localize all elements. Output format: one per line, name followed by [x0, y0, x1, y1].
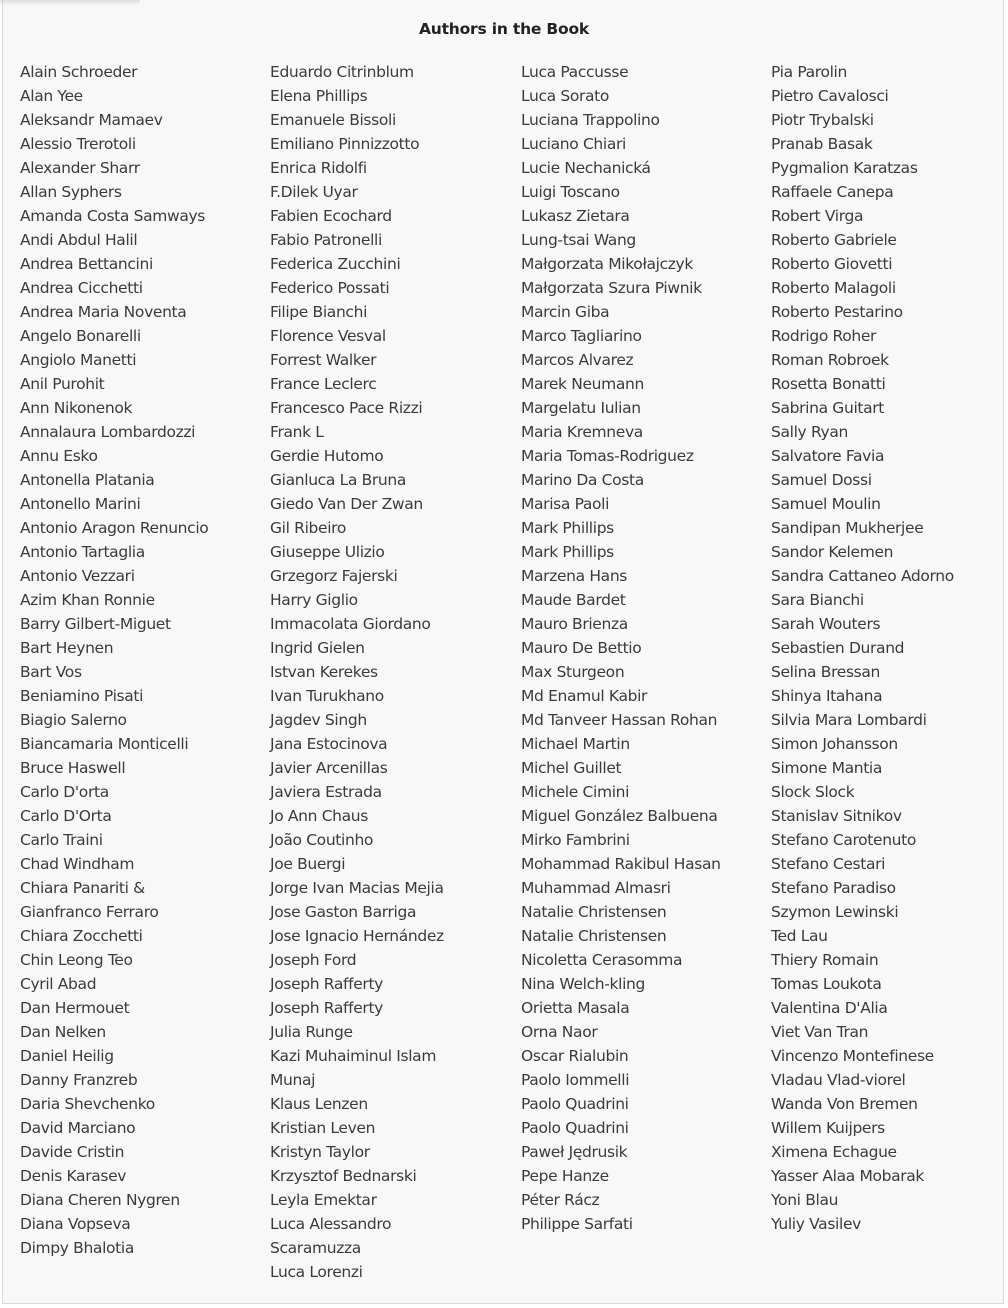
author-name: Elena Phillips [270, 87, 368, 105]
author-name: Luciana Trappolino [521, 111, 660, 129]
author-name: Andi Abdul Halil [20, 231, 138, 249]
author-name: Bruce Haswell [20, 759, 126, 777]
author-name: Fabien Ecochard [270, 207, 392, 225]
author-name: Andrea Bettancini [20, 255, 153, 273]
author-name: Ximena Echague [771, 1143, 897, 1161]
author-name: Gianfranco Ferraro [20, 903, 159, 921]
author-name: Grzegorz Fajerski [270, 567, 398, 585]
author-name: Pia Parolin [771, 63, 847, 81]
author-name: Denis Karasev [20, 1167, 127, 1185]
author-name: Roberto Malagoli [771, 279, 896, 297]
author-column-1 [20, 60, 265, 1260]
author-name: Danny Franzreb [20, 1071, 138, 1089]
author-name: Dan Hermouet [20, 999, 130, 1017]
author-name: Chiara Panariti & [20, 879, 145, 897]
author-name: Daria Shevchenko [20, 1095, 155, 1113]
author-name: Azim Khan Ronnie [20, 591, 155, 609]
author-name: Salvatore Favia [771, 447, 885, 465]
author-name: Roberto Pestarino [771, 303, 903, 321]
author-name: Rosetta Bonatti [771, 375, 886, 393]
author-name: Forrest Walker [270, 351, 377, 369]
author-name: Ingrid Gielen [270, 639, 365, 657]
author-name: Luca Sorato [521, 87, 610, 105]
author-name: Simon Johansson [771, 735, 898, 753]
authors-columns [20, 60, 1000, 1290]
author-name: Chad Windham [20, 855, 135, 873]
author-name: Antonella Platania [20, 471, 155, 489]
author-name: Emiliano Pinnizzotto [270, 135, 420, 153]
author-name: Antonio Tartaglia [20, 543, 145, 561]
author-name: Vladau Vlad-viorel [771, 1071, 906, 1089]
author-name: Leyla Emektar [270, 1191, 377, 1209]
author-name: Joe Buergi [270, 855, 346, 873]
author-name: Angelo Bonarelli [20, 327, 141, 345]
author-name: Paweł Jędrusik [521, 1143, 628, 1161]
author-name: Carlo Traini [20, 831, 103, 849]
author-name: Gil Ribeiro [270, 519, 346, 537]
author-name: Slock Slock [771, 783, 855, 801]
author-name: Annalaura Lombardozzi [20, 423, 196, 441]
author-name: Joseph Rafferty [270, 999, 384, 1017]
author-name: Federico Possati [270, 279, 390, 297]
author-name: Klaus Lenzen [270, 1095, 368, 1113]
author-name: Javiera Estrada [270, 783, 382, 801]
author-name: Stefano Cestari [771, 855, 886, 873]
author-name: Sandipan Mukherjee [771, 519, 924, 537]
author-name: Silvia Mara Lombardi [771, 711, 927, 729]
author-name: Roman Robroek [771, 351, 889, 369]
author-column-3 [521, 60, 766, 1236]
author-name: Jorge Ivan Macias Mejia [270, 879, 444, 897]
author-name: Beniamino Pisati [20, 687, 144, 705]
author-name: Dimpy Bhalotia [20, 1239, 135, 1257]
author-name: Luca Lorenzi [270, 1263, 363, 1281]
author-name: Gianluca La Bruna [270, 471, 406, 489]
author-name: Sebastien Durand [771, 639, 905, 657]
author-name: Pepe Hanze [521, 1167, 609, 1185]
author-name: Samuel Moulin [771, 495, 881, 513]
author-name: Valentina D'Alia [771, 999, 888, 1017]
author-name: Nicoletta Cerasomma [521, 951, 683, 969]
author-name: Daniel Heilig [20, 1047, 114, 1065]
top-edge-shadow [0, 0, 140, 6]
author-name: Joseph Ford [270, 951, 357, 969]
author-name: Selina Bressan [771, 663, 881, 681]
author-name: Maria Tomas-Rodriguez [521, 447, 694, 465]
author-name: Fabio Patronelli [270, 231, 382, 249]
author-name: Mark Phillips [521, 519, 614, 537]
author-name: Tomas Loukota [771, 975, 882, 993]
author-name: Bart Vos [20, 663, 82, 681]
author-name: Scaramuzza [270, 1239, 361, 1257]
author-name: Diana Cheren Nygren [20, 1191, 180, 1209]
author-name: Marek Neumann [521, 375, 644, 393]
author-name: Aleksandr Mamaev [20, 111, 163, 129]
author-name: Philippe Sarfati [521, 1215, 633, 1233]
author-name: Mauro De Bettio [521, 639, 642, 657]
author-name: Mohammad Rakibul Hasan [521, 855, 721, 873]
author-name: Orna Naor [521, 1023, 598, 1041]
author-name: Kristyn Taylor [270, 1143, 370, 1161]
author-name: Raffaele Canepa [771, 183, 894, 201]
author-name: Dan Nelken [20, 1023, 106, 1041]
author-name: Roberto Giovetti [771, 255, 893, 273]
author-name: Viet Van Tran [771, 1023, 869, 1041]
author-name: Marzena Hans [521, 567, 628, 585]
author-name: Barry Gilbert-Miguet [20, 615, 171, 633]
author-name: Samuel Dossi [771, 471, 872, 489]
author-name: Alain Schroeder [20, 63, 138, 81]
author-name: Jo Ann Chaus [270, 807, 369, 825]
author-name: Immacolata Giordano [270, 615, 431, 633]
author-name: Gerdie Hutomo [270, 447, 384, 465]
author-name: Luca Alessandro [270, 1215, 392, 1233]
author-name: Carlo D'orta [20, 783, 109, 801]
author-name: France Leclerc [270, 375, 377, 393]
author-name: Florence Vesval [270, 327, 386, 345]
author-name: Marino Da Costa [521, 471, 644, 489]
author-name: Sandra Cattaneo Adorno [771, 567, 954, 585]
author-name: Paolo Quadrini [521, 1095, 629, 1113]
author-name: Mirko Fambrini [521, 831, 630, 849]
author-name: Davide Cristin [20, 1143, 125, 1161]
author-name: Stefano Carotenuto [771, 831, 916, 849]
author-name: Stanislav Sitnikov [771, 807, 902, 825]
author-name: Alexander Sharr [20, 159, 140, 177]
author-name: Sally Ryan [771, 423, 848, 441]
author-name: Małgorzata Szura Piwnik [521, 279, 702, 297]
author-name: Eduardo Citrinblum [270, 63, 414, 81]
author-name: Marisa Paoli [521, 495, 610, 513]
author-name: Diana Vopseva [20, 1215, 131, 1233]
author-name: Filipe Bianchi [270, 303, 368, 321]
author-name: Ted Lau [771, 927, 828, 945]
author-name: Max Sturgeon [521, 663, 625, 681]
author-name: Antonio Vezzari [20, 567, 135, 585]
author-name: Harry Giglio [270, 591, 358, 609]
author-name: Alan Yee [20, 87, 83, 105]
author-name: Sara Bianchi [771, 591, 864, 609]
author-name: Piotr Trybalski [771, 111, 874, 129]
author-name: Jose Ignacio Hernández [270, 927, 444, 945]
author-name: Pygmalion Karatzas [771, 159, 918, 177]
author-name: Antonio Aragon Renuncio [20, 519, 209, 537]
author-name: Marco Tagliarino [521, 327, 642, 345]
author-name: Anil Purohit [20, 375, 105, 393]
author-name: Jana Estocinova [270, 735, 388, 753]
author-name: Giedo Van Der Zwan [270, 495, 423, 513]
author-name: Nina Welch-kling [521, 975, 646, 993]
author-name: Willem Kuijpers [771, 1119, 885, 1137]
author-name: Angiolo Manetti [20, 351, 137, 369]
author-name: Rodrigo Roher [771, 327, 877, 345]
author-name: Md Enamul Kabir [521, 687, 648, 705]
author-name: Carlo D'Orta [20, 807, 112, 825]
author-name: Luciano Chiari [521, 135, 626, 153]
author-name: Giuseppe Ulizio [270, 543, 385, 561]
author-name: Biancamaria Monticelli [20, 735, 189, 753]
author-name: Muhammad Almasri [521, 879, 671, 897]
author-name: Miguel González Balbuena [521, 807, 718, 825]
author-name: Biagio Salerno [20, 711, 127, 729]
author-name: Stefano Paradiso [771, 879, 896, 897]
author-name: Maude Bardet [521, 591, 626, 609]
author-name: Cyril Abad [20, 975, 97, 993]
author-name: Marcin Giba [521, 303, 610, 321]
author-name: Allan Syphers [20, 183, 122, 201]
author-name: Yasser Alaa Mobarak [771, 1167, 925, 1185]
author-name: Lucie Nechanická [521, 159, 651, 177]
author-name: Kazi Muhaiminul Islam [270, 1047, 437, 1065]
author-name: Istvan Kerekes [270, 663, 378, 681]
author-name: Marcos Alvarez [521, 351, 634, 369]
author-name: Joseph Rafferty [270, 975, 384, 993]
author-name: João Coutinho [270, 831, 374, 849]
author-name: Emanuele Bissoli [270, 111, 396, 129]
author-name: Pietro Cavalosci [771, 87, 889, 105]
author-name: Mauro Brienza [521, 615, 628, 633]
author-column-2 [270, 60, 515, 1284]
author-name: Frank L [270, 423, 324, 441]
author-name: Sarah Wouters [771, 615, 881, 633]
author-name: Michele Cimini [521, 783, 630, 801]
author-name: Simone Mantia [771, 759, 883, 777]
author-name: Bart Heynen [20, 639, 114, 657]
author-name: Antonello Marini [20, 495, 141, 513]
author-name: Shinya Itahana [771, 687, 883, 705]
author-name: Luigi Toscano [521, 183, 620, 201]
author-name: Roberto Gabriele [771, 231, 897, 249]
author-name: Md Tanveer Hassan Rohan [521, 711, 718, 729]
author-name: Michel Guillet [521, 759, 622, 777]
author-name: David Marciano [20, 1119, 136, 1137]
author-name: Julia Runge [270, 1023, 353, 1041]
author-name: Munaj [270, 1071, 316, 1089]
author-name: Sandor Kelemen [771, 543, 894, 561]
author-name: Javier Arcenillas [270, 759, 388, 777]
author-name: Wanda Von Bremen [771, 1095, 918, 1113]
author-name: Andrea Maria Noventa [20, 303, 187, 321]
author-name: Michael Martin [521, 735, 630, 753]
author-name: Paolo Iommelli [521, 1071, 630, 1089]
author-name: Francesco Pace Rizzi [270, 399, 423, 417]
author-name: Chiara Zocchetti [20, 927, 143, 945]
author-name: Jose Gaston Barriga [270, 903, 417, 921]
authors-panel [2, 0, 1004, 1304]
author-name: Thiery Romain [771, 951, 879, 969]
author-name: Orietta Masala [521, 999, 630, 1017]
author-name: Jagdev Singh [270, 711, 367, 729]
author-name: Chin Leong Teo [20, 951, 133, 969]
author-name: Mark Phillips [521, 543, 614, 561]
author-name: Lukasz Zietara [521, 207, 630, 225]
author-name: Pranab Basak [771, 135, 873, 153]
author-name: Krzysztof Bednarski [270, 1167, 417, 1185]
author-name: F.Dilek Uyar [270, 183, 358, 201]
author-name: Alessio Trerotoli [20, 135, 136, 153]
author-name: Andrea Cicchetti [20, 279, 143, 297]
author-name: Małgorzata Mikołajczyk [521, 255, 694, 273]
author-name: Kristian Leven [270, 1119, 376, 1137]
author-name: Szymon Lewinski [771, 903, 899, 921]
author-name: Natalie Christensen [521, 903, 667, 921]
author-column-4 [771, 60, 1008, 1236]
author-name: Federica Zucchini [270, 255, 401, 273]
author-name: Oscar Rialubin [521, 1047, 629, 1065]
author-name: Paolo Quadrini [521, 1119, 629, 1137]
author-name: Robert Virga [771, 207, 864, 225]
author-name: Lung-tsai Wang [521, 231, 636, 249]
author-name: Natalie Christensen [521, 927, 667, 945]
page-title: Authors in the Book [418, 20, 590, 38]
author-name: Amanda Costa Samways [20, 207, 206, 225]
author-name: Yoni Blau [771, 1191, 839, 1209]
author-name: Annu Esko [20, 447, 98, 465]
author-name: Péter Rácz [521, 1191, 600, 1209]
author-name: Enrica Ridolfi [270, 159, 367, 177]
author-name: Sabrina Guitart [771, 399, 885, 417]
author-name: Yuliy Vasilev [771, 1215, 861, 1233]
author-name: Vincenzo Montefinese [771, 1047, 934, 1065]
author-name: Ivan Turukhano [270, 687, 384, 705]
author-name: Luca Paccusse [521, 63, 629, 81]
author-name: Maria Kremneva [521, 423, 643, 441]
author-name: Ann Nikonenok [20, 399, 133, 417]
author-name: Margelatu Iulian [521, 399, 641, 417]
